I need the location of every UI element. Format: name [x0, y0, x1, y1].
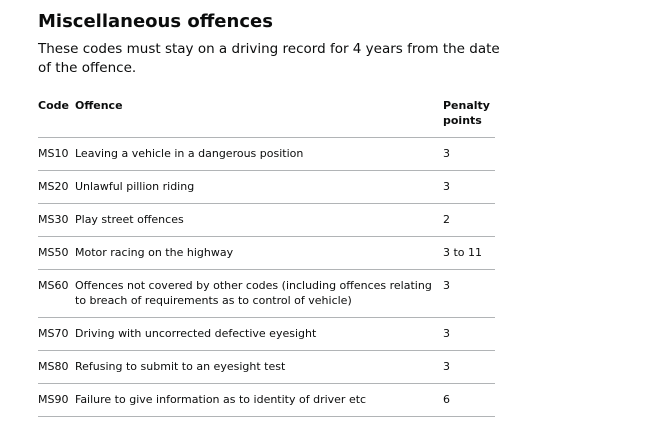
penalty-points: 3	[443, 351, 495, 384]
offence-code: MS20	[38, 171, 75, 204]
offence-description: Driving with uncorrected defective eyesight	[75, 318, 443, 351]
penalty-points: 6	[443, 384, 495, 417]
table-row	[38, 351, 495, 384]
intro-paragraph: These codes must stay on a driving record for 4 years from the date of the offence.	[38, 41, 500, 76]
column-header-offence: Offence	[75, 92, 443, 138]
offence-description: Motor racing on the highway	[75, 237, 443, 270]
offence-code: MS50	[38, 237, 75, 270]
table-row	[38, 237, 495, 270]
penalty-points: 3	[443, 270, 495, 318]
offence-description: Unlawful pillion riding	[75, 171, 443, 204]
page-heading: Miscellaneous offences	[38, 11, 273, 32]
offence-code: MS10	[38, 138, 75, 171]
penalty-points: 3	[443, 318, 495, 351]
offence-description: Failure to give information as to identity of driver etc	[75, 384, 443, 417]
offence-description: Play street offences	[75, 204, 443, 237]
table-row	[38, 138, 495, 171]
offence-description: Offences not covered by other codes (including offences relating to breach of requirements as to control of vehicle)	[75, 270, 443, 318]
table-row	[38, 171, 495, 204]
table-header-row	[38, 92, 495, 138]
offence-description: Refusing to submit to an eyesight test	[75, 351, 443, 384]
table-row	[38, 270, 495, 318]
offence-code: MS30	[38, 204, 75, 237]
offence-code: MS70	[38, 318, 75, 351]
offence-code: MS60	[38, 270, 75, 318]
column-header-penalty-points: Penalty points	[443, 92, 495, 138]
offence-description: Leaving a vehicle in a dangerous position	[75, 138, 443, 171]
table-row	[38, 384, 495, 417]
penalty-points: 3	[443, 138, 495, 171]
offences-table	[38, 92, 495, 417]
offence-code: MS80	[38, 351, 75, 384]
table-row	[38, 204, 495, 237]
penalty-points: 3	[443, 171, 495, 204]
table-row	[38, 318, 495, 351]
penalty-points: 2	[443, 204, 495, 237]
penalty-points: 3 to 11	[443, 237, 495, 270]
column-header-code: Code	[38, 92, 75, 138]
offence-code: MS90	[38, 384, 75, 417]
